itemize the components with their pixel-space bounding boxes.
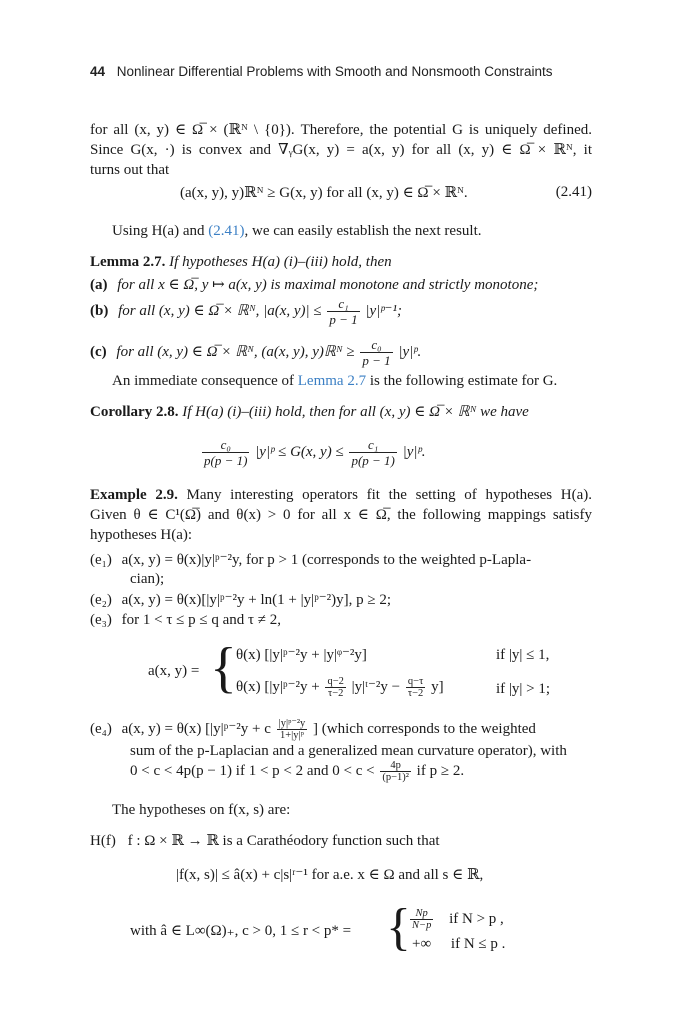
- lemma-heading: [90, 253, 392, 272]
- piecewise-case-1: θ(x) [|y|ᵖ⁻²y + |y|ᵠ⁻²y]: [236, 647, 367, 663]
- fraction: $\frac{\text{|y|ᵖ⁻²y}}{\text{1+|y|ᵖ}}$: [278, 718, 306, 741]
- running-title: Nonlinear Differential Problems with Smooth and Nonsmooth Constraints: [116, 64, 553, 79]
- lemma-item-a: (a) for all x ∈ Ω̅, y ↦ a(x, y) is maximal monotone and strictly monotone;: [90, 277, 539, 293]
- paragraph-line: hypotheses H(a):: [90, 527, 193, 543]
- paragraph-line: The hypotheses on f(x, s) are:: [112, 802, 291, 818]
- fraction: $\frac{Np}{N-p}$: [412, 908, 432, 931]
- left-brace-icon: {: [386, 899, 411, 956]
- hypothesis-hf: H(f) f : Ω × ℝ → ℝ is a Carathéodory function such that: [90, 833, 440, 849]
- critical-exponent-case-1: $\frac{Np}{N-p}$ if N > p ,: [412, 908, 504, 931]
- fraction: $\frac{\text{c₀}}{p - 1}$: [362, 337, 391, 368]
- example-item-e4-cont: sum of the p-Laplacian and a generalized mean curvature operator), with: [130, 743, 567, 759]
- page-number: 44: [90, 64, 106, 79]
- fraction: $\frac{\text{c₁}}{p - 1}$: [329, 296, 358, 327]
- example-item-e4-cont: 0 < c < 4p(p − 1) if 1 < p < 2 and 0 < c < $\frac{4p}{\text{(p−1)²}}$ if p ≥ 2.: [130, 760, 465, 783]
- fraction: $\frac{\text{c₁}}{p(p - 1)}$: [351, 437, 395, 468]
- corollary-heading: [90, 403, 529, 422]
- critical-exponent-case-2: +∞ if N ≤ p .: [412, 936, 506, 952]
- lemma-item-b: (b) for all (x, y) ∈ Ω̅ × ℝᴺ, |a(x, y)| ≤ $\frac{\text{c₁}}{p - 1}$ |y|ᵖ⁻¹;: [90, 296, 402, 327]
- growth-inequality: |f(x, s)| ≤ â(x) + c|s|ʳ⁻¹ for a.e. x ∈ Ω and all s ∈ ℝ,: [176, 867, 484, 883]
- fraction: $\frac{q-2}{\tau-2}$: [327, 676, 344, 699]
- lemma-statement: If hypotheses H(a) (i)–(iii) hold, then: [169, 254, 392, 270]
- lemma-ref-link[interactable]: Lemma 2.7: [297, 373, 367, 389]
- equation-ref-link[interactable]: (2.41): [208, 223, 245, 239]
- paragraph-line: An immediate consequence of Lemma 2.7 is the following estimate for G.: [112, 373, 558, 389]
- example-item-e1: (e₁) a(x, y) = θ(x)|y|ᵖ⁻²y, for p > 1 (corresponds to the weighted p-Lapla-: [90, 552, 532, 568]
- equation-2-41: (a(x, y), y)ℝᴺ ≥ G(x, y) for all (x, y) ∈ Ω̅ × ℝᴺ.: [180, 185, 468, 201]
- fraction: $\frac{q-\tau}{\tau-2}$: [407, 676, 424, 699]
- piecewise-lhs: a(x, y) =: [148, 663, 200, 679]
- paragraph-line: turns out that: [90, 162, 170, 178]
- running-header: [90, 64, 553, 79]
- example-heading: Example 2.9. Many interesting operators fit the setting of hypotheses H(a).: [90, 487, 593, 503]
- corollary-statement: If H(a) (i)–(iii) hold, then for all (x, y) ∈ Ω̅ × ℝᴺ we have: [182, 404, 529, 420]
- paragraph-line: Given θ ∈ C¹(Ω̅) and θ(x) > 0 for all x ∈ Ω̅, the following mappings satisfy: [90, 507, 592, 523]
- fraction: $\frac{4p}{\text{(p−1)²}}$: [382, 760, 409, 783]
- example-title: Example 2.9.: [90, 487, 178, 503]
- corollary-title: Corollary 2.8.: [90, 404, 179, 420]
- hypothesis-hf-with: with â ∈ L∞(Ω)₊, c > 0, 1 ≤ r < p* =: [130, 923, 352, 939]
- lemma-title: Lemma 2.7.: [90, 254, 166, 270]
- paragraph-line: for all (x, y) ∈ Ω̅ × (ℝᴺ \ {0}). Therefore, the potential G is uniquely defined.: [90, 122, 592, 138]
- corollary-inequality: $\frac{\text{c₀}}{p(p - 1)}$ |y|ᵖ ≤ G(x, y) ≤ $\frac{\text{c₁}}{p(p - 1)}$ |y|ᵖ.: [204, 437, 426, 468]
- piecewise-case-2: θ(x) [|y|ᵖ⁻²y + $\frac{q-2}{\tau-2}$ |y|ᵗ⁻²y − $\frac{q-\tau}{\tau-2}$ y]: [236, 676, 444, 699]
- example-item-e2: (e₂) a(x, y) = θ(x)[|y|ᵖ⁻²y + ln(1 + |y|ᵖ⁻²)y], p ≥ 2;: [90, 592, 392, 608]
- paragraph-line: Using H(a) and (2.41), we can easily establish the next result.: [112, 223, 482, 239]
- example-item-e1-cont: cian);: [130, 571, 165, 587]
- paragraph-line: Since G(x, ·) is convex and ∇ᵧG(x, y) = a(x, y) for all (x, y) ∈ Ω̅ × ℝᴺ, it: [90, 142, 592, 158]
- lemma-item-c: (c) for all (x, y) ∈ Ω̅ × ℝᴺ, (a(x, y), y)ℝᴺ ≥ $\frac{\text{c₀}}{p - 1}$ |y|ᵖ.: [90, 337, 422, 368]
- piecewise-cond-2: if |y| > 1;: [496, 681, 551, 697]
- equation-label: (2.41): [555, 184, 592, 200]
- fraction: $\frac{\text{c₀}}{p(p - 1)}$: [204, 437, 248, 468]
- piecewise-cond-1: if |y| ≤ 1,: [496, 647, 550, 663]
- example-item-e3: (e₃) for 1 < τ ≤ p ≤ q and τ ≠ 2,: [90, 612, 282, 628]
- example-item-e4: (e₄) a(x, y) = θ(x) [|y|ᵖ⁻²y + c $\frac{\text{|y|ᵖ⁻²y}}{\text{1+|y|ᵖ}}$ ] (which corresponds to the weighted: [90, 718, 536, 741]
- left-brace-icon: {: [210, 637, 237, 699]
